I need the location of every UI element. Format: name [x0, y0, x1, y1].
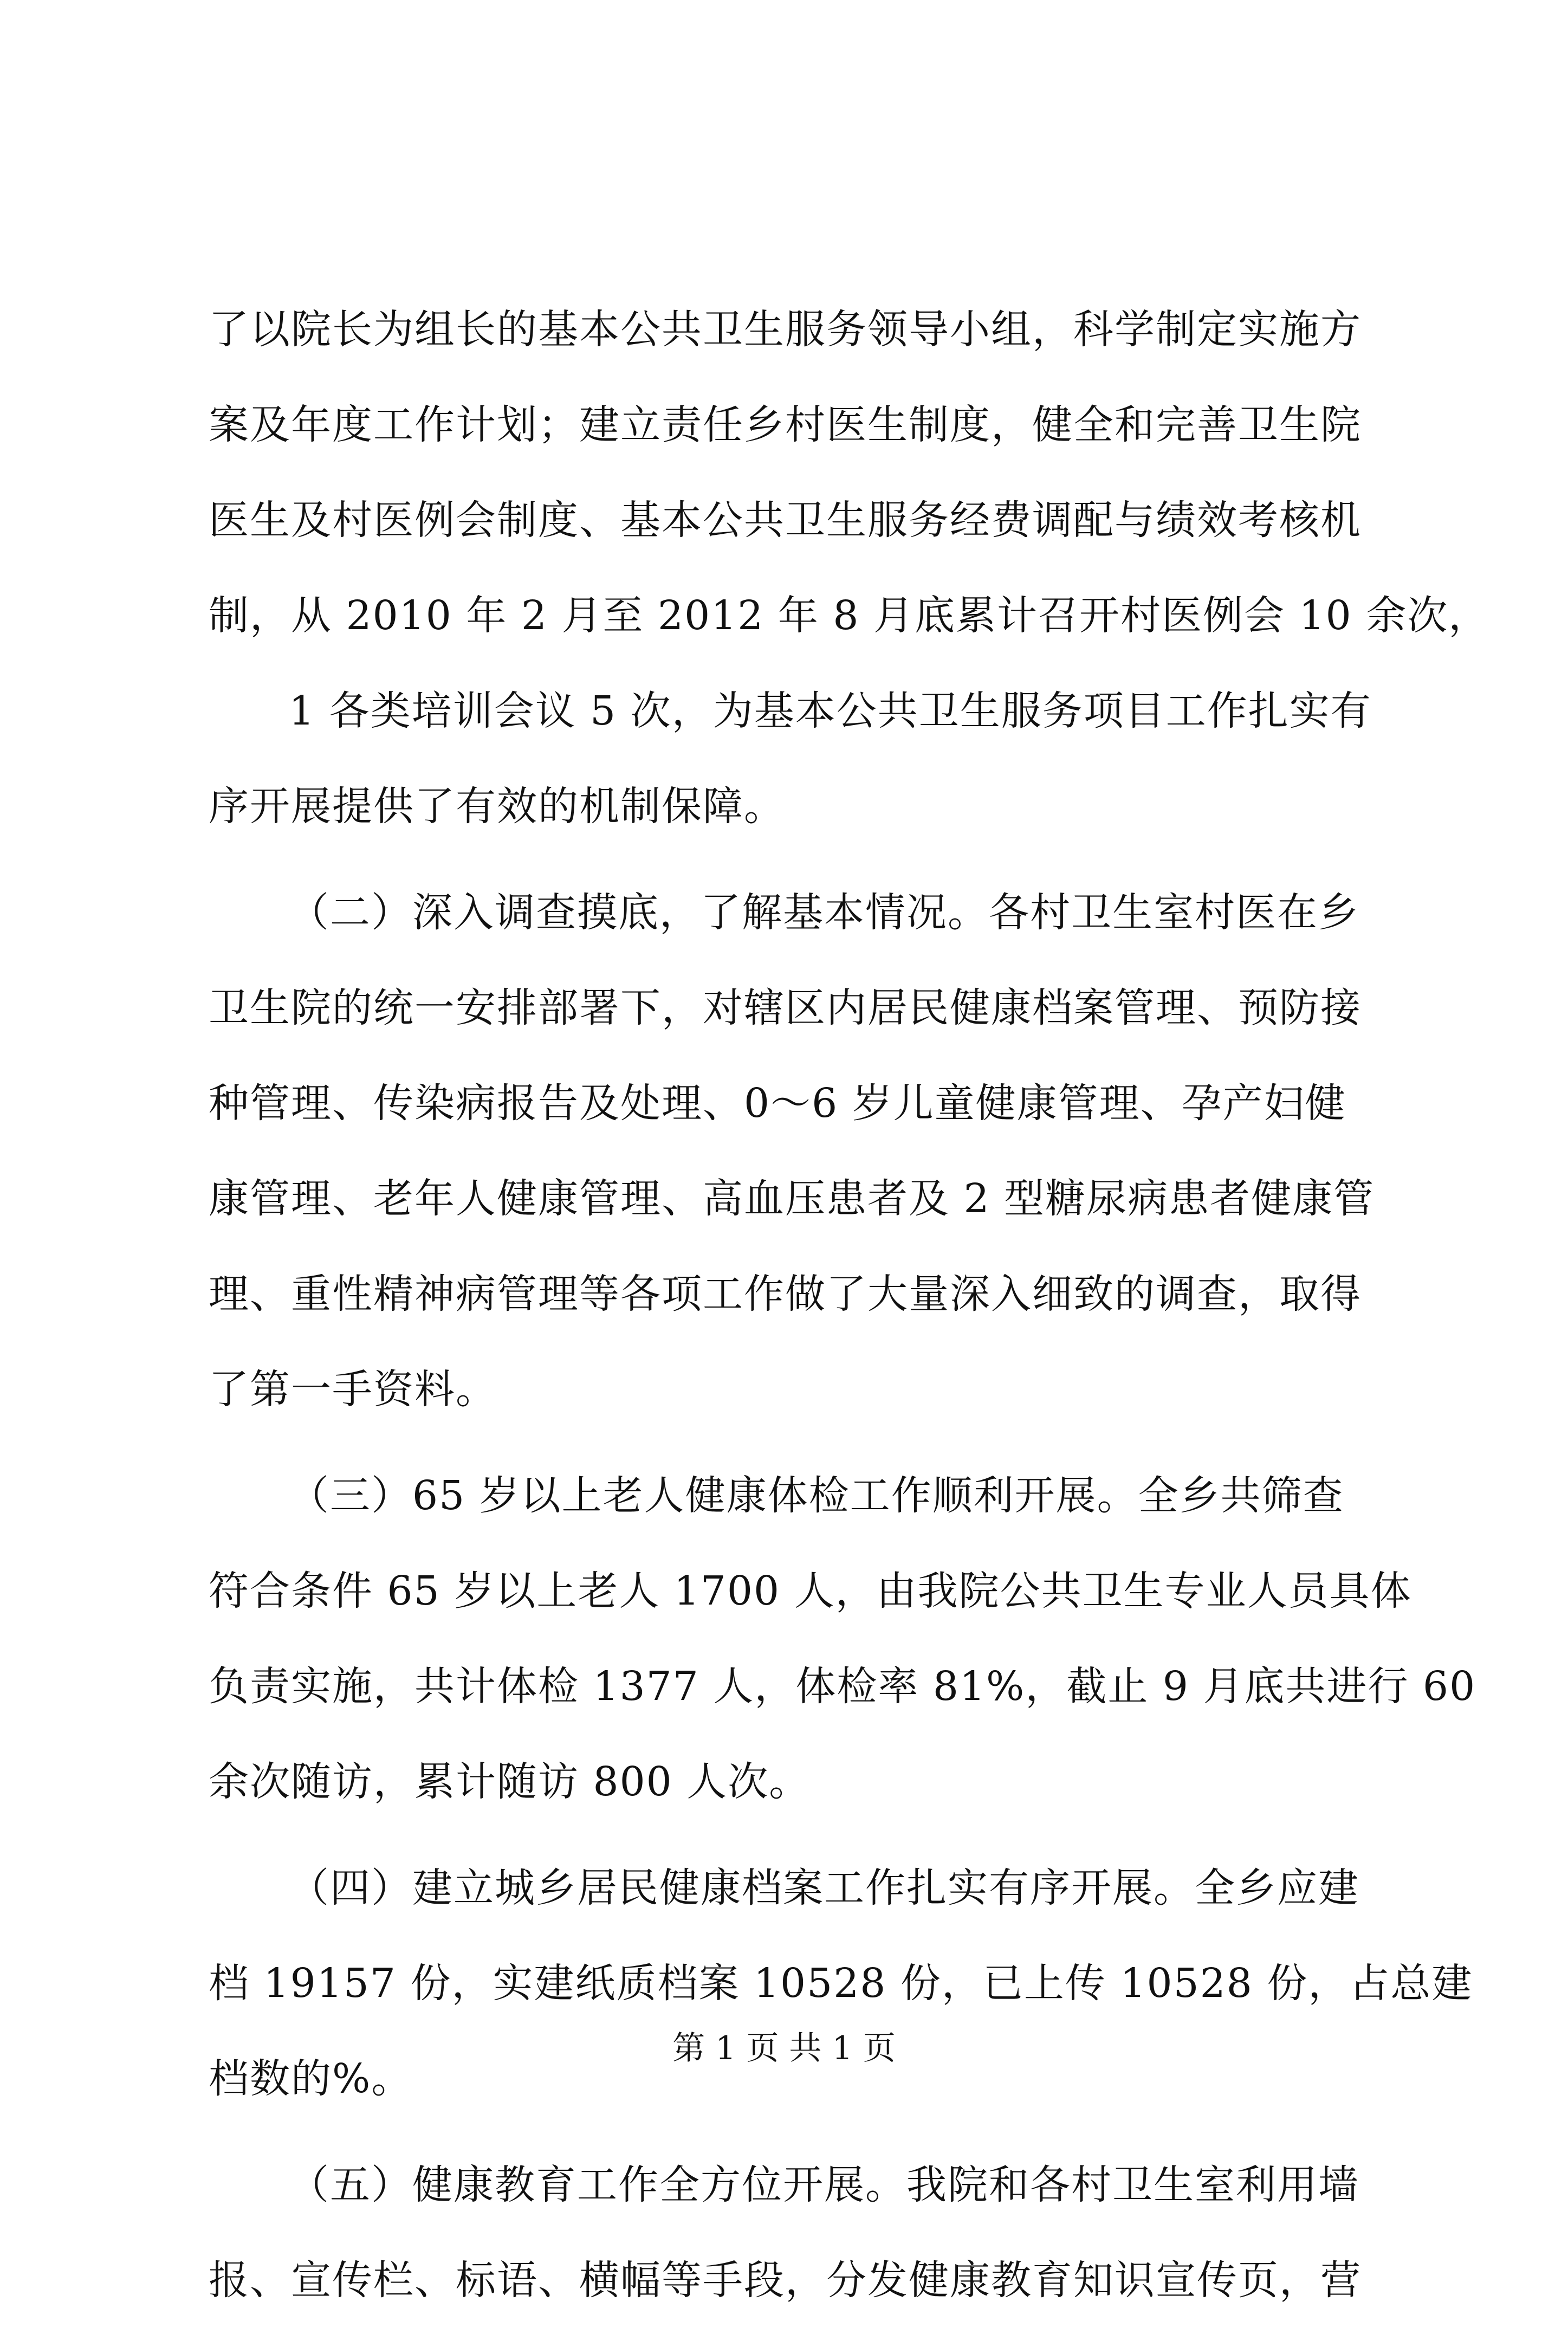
text-line: （三）65 岁以上老人健康体检工作顺利开展。全乡共筛查: [289, 1472, 1344, 1519]
paragraph-1: [209, 282, 1490, 663]
text-line: 1 各类培训会议 5 次，为基本公共卫生服务项目工作扎实有: [289, 688, 1372, 734]
text-line: （五）健康教育工作全方位开展。我院和各村卫生室利用墙: [289, 2162, 1359, 2208]
text-line: 医生及村医例会制度、基本公共卫生服务经费调配与绩效考核机: [209, 497, 1362, 544]
text-line: 了第一手资料。: [209, 1366, 497, 1413]
paragraph-5: [209, 1840, 1473, 2126]
page-number-footer: 第 1 页 共 1 页: [672, 2029, 896, 2067]
paragraph-spacer: [209, 1829, 1373, 1840]
paragraph-3: [209, 865, 1373, 1437]
document-body: [209, 282, 1490, 2328]
text-line: 序开展提供了有效的机制保障。: [209, 783, 785, 830]
text-line: 符合条件 65 岁以上老人 1700 人，由我院公共卫生专业人员具体: [209, 1568, 1412, 1614]
text-line: 负责实施，共计体检 1377 人，体检率 81%，截止 9 月底共进行 60: [209, 1663, 1476, 1710]
text-line: （四）建立城乡居民健康档案工作扎实有序开展。全乡应建: [289, 1865, 1359, 1911]
text-line: 了以院长为组长的基本公共卫生服务领导小组，科学制定实施方: [209, 306, 1362, 353]
paragraph-4: [209, 1448, 1476, 1829]
text-line: 理、重性精神病管理等各项工作做了大量深入细致的调查，取得: [209, 1271, 1362, 1317]
text-line: 案及年度工作计划；建立责任乡村医生制度，健全和完善卫生院: [209, 402, 1362, 448]
text-line: 康管理、老年人健康管理、高血压患者及 2 型糖尿病患者健康管: [209, 1175, 1375, 1222]
text-line: 制，从 2010 年 2 月至 2012 年 8 月底累计召开村医例会 10 余次，: [209, 592, 1490, 639]
text-line: 档 19157 份，实建纸质档案 10528 份，已上传 10528 份，占总建: [209, 1960, 1473, 2007]
text-line: 报、宣传栏、标语、横幅等手段，分发健康教育知识宣传页，营: [209, 2257, 1362, 2304]
paragraph-spacer: [209, 1437, 1373, 1448]
text-line: 种管理、传染病报告及处理、0～6 岁儿童健康管理、孕产妇健: [209, 1080, 1346, 1127]
text-line: 卫生院的统一安排部署下，对辖区内居民健康档案管理、预防接: [209, 985, 1362, 1031]
paragraph-spacer: [209, 2126, 1373, 2137]
text-line: 档数的%。: [209, 2055, 413, 2102]
paragraph-spacer: [209, 854, 1373, 865]
text-line: （二）深入调查摸底，了解基本情况。各村卫生室村医在乡: [289, 889, 1359, 936]
paragraph-2: [209, 663, 1373, 854]
paragraph-6: [209, 2137, 1373, 2328]
text-line: 余次随访，累计随访 800 人次。: [209, 1758, 811, 1805]
